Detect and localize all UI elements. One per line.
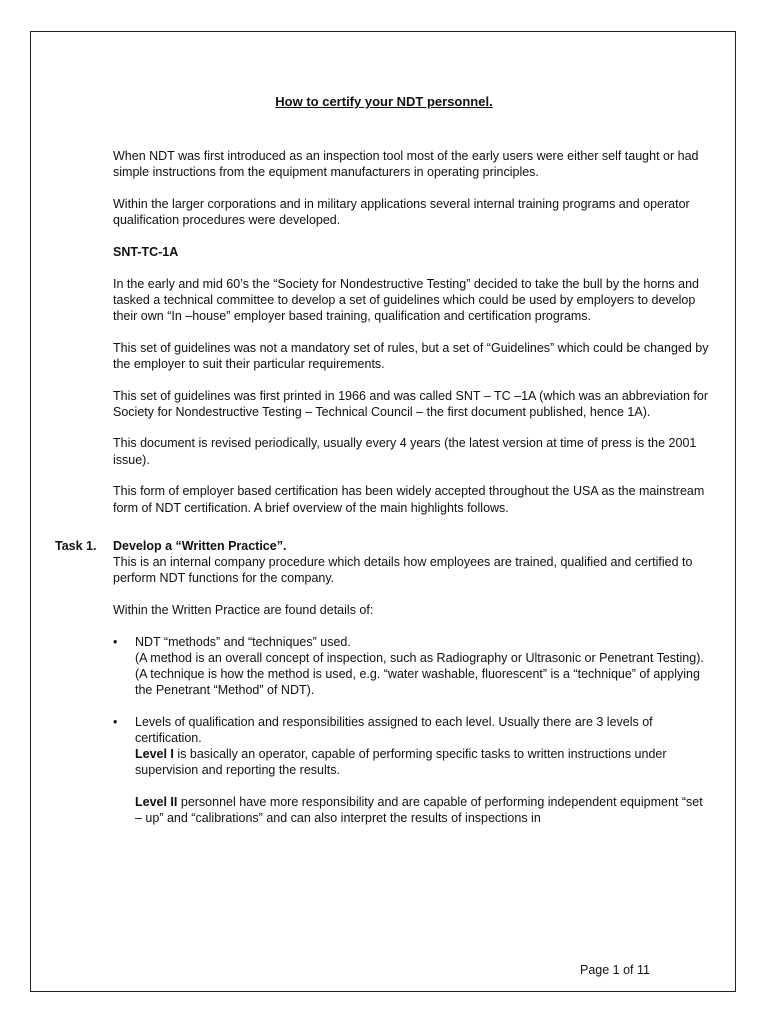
snt-paragraph-5: This form of employer based certification has been widely accepted throughout the USA as the mainstream form of NDT certification. A brief overview of the main highlights follows. <box>113 484 705 515</box>
task-title: Develop a “Written Practice”. <box>113 538 287 553</box>
level-1-text: is basically an operator, capable of performing specific tasks to written instructions under supervision and reporting the results. <box>135 747 667 778</box>
task-1 <box>55 538 713 827</box>
bullet-methods-line: NDT “methods” and “techniques” used. <box>135 634 351 649</box>
level-2-label: Level II <box>135 795 178 810</box>
task-description: This is an internal company procedure which details how employees are trained, qualified and certified to perform NDT functions for the company. <box>113 554 693 586</box>
intro-paragraph-1: When NDT was first introduced as an inspection tool most of the early users were either self taught or had simple instructions from the equipment manufacturers in operating principles. <box>113 149 699 180</box>
document-title-text: How to certify your NDT personnel. <box>275 94 493 109</box>
bullet-technique-definition: (A technique is how the method is used, e.g. “water washable, fluorescent” is a “technique” of applying the Penetrant “Method” of NDT). <box>135 666 700 698</box>
level-2-description <box>135 794 713 826</box>
bullet-icon: • <box>113 714 118 729</box>
snt-paragraph-1: In the early and mid 60’s the “Society for Nondestructive Testing” decided to take the bull by the horns and tasked a technical committee to develop a set of guidelines which could be used by employers to develop their own “In –house” employer based training, qualification and certification programs. <box>113 276 699 323</box>
snt-paragraph-4: This document is revised periodically, usually every 4 years (the latest version at time of press is the 2001 issue). <box>113 436 697 467</box>
level-1-label: Level I <box>135 747 174 762</box>
level-2-text: personnel have more responsibility and are capable of performing independent equipment “set – up” and “calibrations” and can also interpret the results of inspections in <box>135 795 703 826</box>
page-number: Page 1 of 11 <box>580 963 650 977</box>
document-body <box>55 148 713 842</box>
list-item <box>113 634 713 699</box>
bullet-method-definition: (A method is an overall concept of inspection, such as Radiography or Ultrasonic or Penetrant Testing). <box>135 650 704 665</box>
intro-paragraph-2: Within the larger corporations and in military applications several internal training programs and operator qualification procedures were developed. <box>113 196 690 228</box>
task-details-intro: Within the Written Practice are found details of: <box>113 602 374 617</box>
snt-paragraph-2: This set of guidelines was not a mandatory set of rules, but a set of “Guidelines” which could be changed by the employer to suit their particular requirements. <box>113 340 709 371</box>
bullet-icon: • <box>113 634 118 649</box>
level-1-description <box>135 746 713 778</box>
task-label: Task 1. <box>55 538 97 553</box>
document-title <box>0 93 768 110</box>
bullet-levels-text: Levels of qualification and responsibilities assigned to each level. Usually there are 3 levels of certification. <box>135 714 653 746</box>
section-heading-snt: SNT-TC-1A <box>113 244 179 259</box>
snt-paragraph-3: This set of guidelines was first printed in 1966 and was called SNT – TC –1A (which was an abbreviation for Society for Nondestructive Testing – Technical Council – the first document published, hence 1A). <box>113 388 708 419</box>
list-item <box>113 714 713 827</box>
